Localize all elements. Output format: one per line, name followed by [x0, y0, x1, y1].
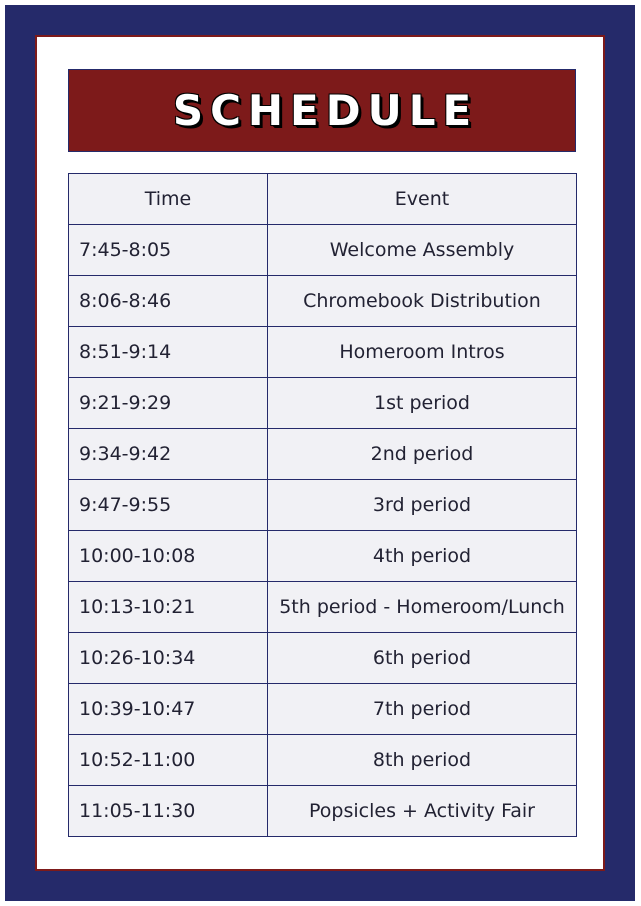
time-cell: 10:00-10:08 — [69, 531, 268, 582]
table-row — [69, 531, 577, 582]
time-cell: 10:13-10:21 — [69, 582, 268, 633]
schedule-card — [35, 35, 605, 871]
page-title: SCHEDULE — [172, 86, 479, 135]
event-cell: 4th period — [268, 531, 577, 582]
event-cell: 1st period — [268, 378, 577, 429]
schedule-body — [69, 225, 577, 837]
time-cell: 9:47-9:55 — [69, 480, 268, 531]
event-cell: 6th period — [268, 633, 577, 684]
event-cell: 3rd period — [268, 480, 577, 531]
event-cell: 2nd period — [268, 429, 577, 480]
time-cell: 9:21-9:29 — [69, 378, 268, 429]
event-cell: 7th period — [268, 684, 577, 735]
column-header-time: Time — [69, 174, 268, 225]
table-row — [69, 786, 577, 837]
table-row — [69, 225, 577, 276]
table-row — [69, 480, 577, 531]
table-row — [69, 378, 577, 429]
time-cell: 11:05-11:30 — [69, 786, 268, 837]
event-cell: Chromebook Distribution — [268, 276, 577, 327]
table-row — [69, 582, 577, 633]
title-banner — [68, 69, 576, 152]
column-header-event: Event — [268, 174, 577, 225]
page-frame — [5, 5, 635, 901]
event-cell: Welcome Assembly — [268, 225, 577, 276]
event-cell: Popsicles + Activity Fair — [268, 786, 577, 837]
event-cell: 5th period - Homeroom/Lunch — [268, 582, 577, 633]
table-row — [69, 327, 577, 378]
time-cell: 10:52-11:00 — [69, 735, 268, 786]
time-cell: 9:34-9:42 — [69, 429, 268, 480]
time-cell: 7:45-8:05 — [69, 225, 268, 276]
event-cell: 8th period — [268, 735, 577, 786]
table-header-row — [69, 174, 577, 225]
time-cell: 10:39-10:47 — [69, 684, 268, 735]
table-row — [69, 684, 577, 735]
event-cell: Homeroom Intros — [268, 327, 577, 378]
time-cell: 8:51-9:14 — [69, 327, 268, 378]
table-row — [69, 276, 577, 327]
schedule-table — [68, 173, 577, 837]
table-row — [69, 429, 577, 480]
table-row — [69, 735, 577, 786]
table-row — [69, 633, 577, 684]
time-cell: 8:06-8:46 — [69, 276, 268, 327]
time-cell: 10:26-10:34 — [69, 633, 268, 684]
